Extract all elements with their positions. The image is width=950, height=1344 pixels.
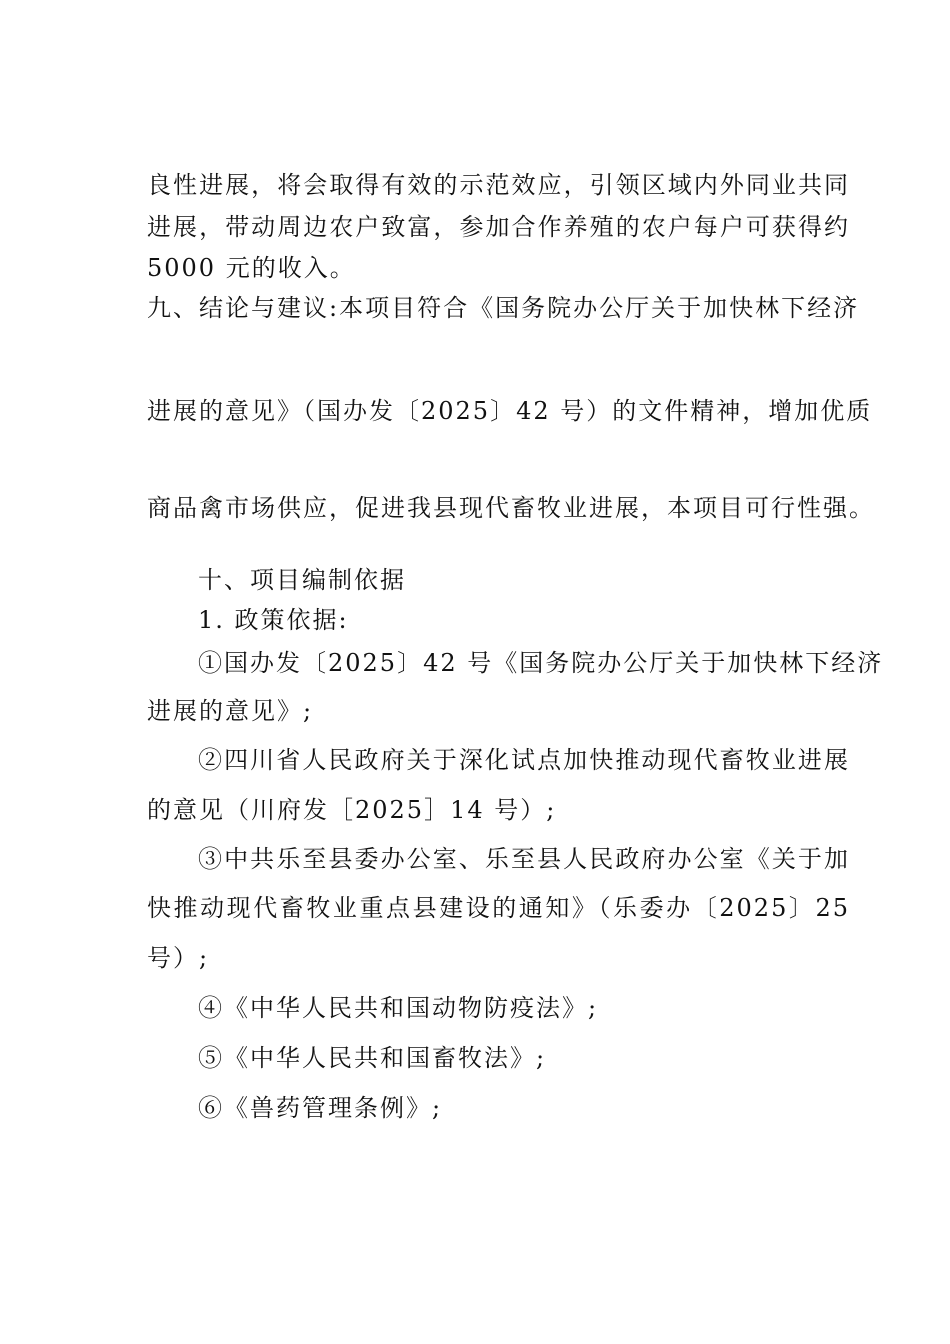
- conclusion-line: 商品禽市场供应，促进我县现代畜牧业进展，本项目可行性强。: [147, 494, 875, 522]
- policy-item-6: ⑥《兽药管理条例》;: [198, 1094, 443, 1122]
- section-heading: 十、项目编制依据: [198, 566, 406, 594]
- policy-item-3: ③中共乐至县委办公室、乐至县人民政府办公室《关于加: [198, 845, 850, 873]
- policy-item-1-cont: 进展的意见》;: [147, 697, 314, 725]
- conclusion-line: 进展的意见》（国办发〔2025〕42 号）的文件精神，增加优质: [147, 397, 873, 425]
- policy-item-3-cont: 号）;: [147, 944, 210, 972]
- paragraph-line: 进展，带动周边农户致富，参加合作养殖的农户每户可获得约: [147, 213, 850, 241]
- paragraph-line: 5000 元的收入。: [147, 254, 356, 282]
- sub-heading: 1. 政策依据:: [198, 606, 349, 634]
- paragraph-line: 良性进展，将会取得有效的示范效应，引领区域内外同业共同: [147, 171, 850, 199]
- policy-item-4: ④《中华人民共和国动物防疫法》;: [198, 994, 599, 1022]
- policy-item-5: ⑤《中华人民共和国畜牧法》;: [198, 1044, 547, 1072]
- policy-item-1: ①国办发〔2025〕42 号《国务院办公厅关于加快林下经济: [198, 649, 884, 677]
- conclusion-line: 九、结论与建议:本项目符合《国务院办公厅关于加快林下经济: [147, 294, 860, 322]
- policy-item-2-cont: 的意见（川府发［2025］14 号）;: [147, 796, 557, 824]
- policy-item-2: ②四川省人民政府关于深化试点加快推动现代畜牧业进展: [198, 746, 850, 774]
- policy-item-3-cont: 快推动现代畜牧业重点县建设的通知》（乐委办〔2025〕25: [147, 894, 850, 922]
